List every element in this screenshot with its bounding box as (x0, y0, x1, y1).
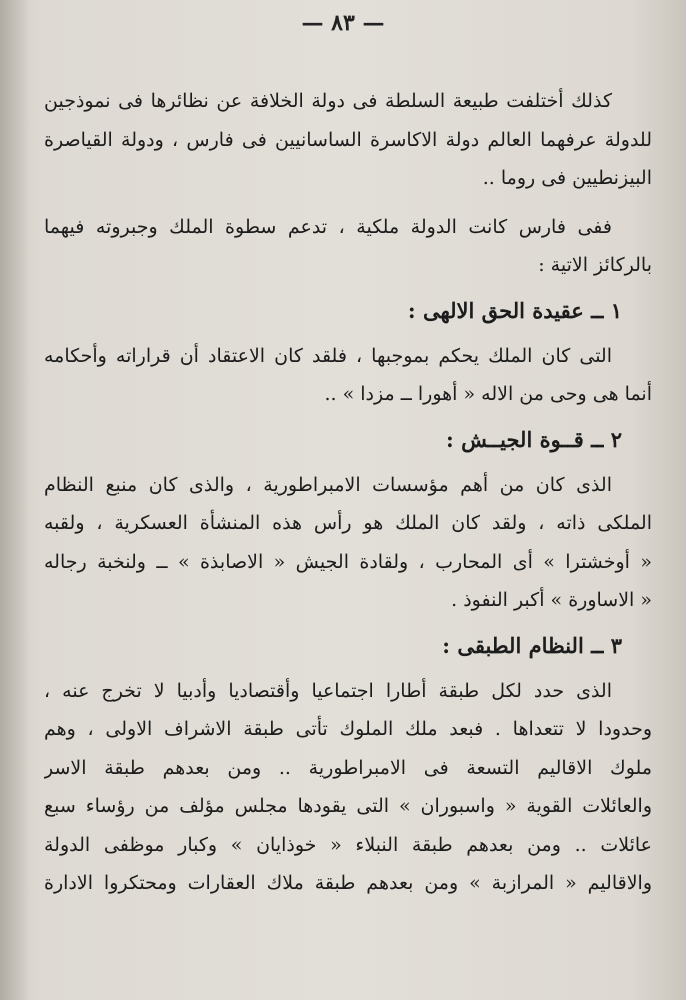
section-class-system (44, 620, 652, 903)
text-line: « أوخشترا » أى المحارب ، ولقادة الجيش « الاصابذة » ــ ولنخبة رجاله (44, 550, 652, 573)
text-line: عائلات .. ومن بعدهم طبقة النبلاء « خوذايان » وكبار موظفى الدولة (44, 833, 652, 856)
text-line: التى كان الملك يحكم بموجبها ، فلقد كان الاعتقاد أن قراراته وأحكامه (44, 344, 612, 367)
text-line: كذلك أختلفت طبيعة السلطة فى دولة الخلافة عن نظائرها فى نموذجين (44, 90, 612, 112)
text-line: « الاساورة » أكبر النفوذ . (451, 589, 652, 611)
section-army (44, 414, 652, 620)
text-line: البيزنطيين فى روما .. (482, 167, 652, 189)
text-line: بالركائز الاتية : (538, 254, 652, 276)
text-line: والعائلات القوية « واسبوران » التى يقودها مجلس مؤلف من رؤساء سبع (44, 795, 652, 817)
text-line: الملكى ذاته ، ولقد كان الملك هو رأس هذه المنشأة العسكرية ، ولقبه (44, 512, 652, 534)
section-heading: ٢ ــ قــوة الجيــش : (446, 426, 622, 452)
page-body (44, 82, 652, 903)
paragraph-1 (44, 82, 652, 198)
text-line: وحدودا لا تتعداها . فبعد ملك الملوك تأتى طبقة الاشراف الاولى ، وهم (44, 718, 652, 740)
text-line: للدولة عرفهما العالم دولة الاكاسرة الساسانيين فى فارس ، ودولة القياصرة (44, 128, 652, 151)
text-line: ففى فارس كانت الدولة ملكية ، تدعم سطوة الملك وجبروته فيهما (44, 215, 612, 238)
section-heading: ١ ــ عقيدة الحق الالهى : (407, 297, 622, 323)
text-line: أنما هى وحى من الاله « أهورا ــ مزدا » .. (324, 383, 652, 405)
text-line: والاقاليم « المرازبة » ومن بعدهم طبقة ملاك العقارات ومحتكروا الادارة (44, 872, 652, 894)
text-line: الذى كان من أهم مؤسسات الامبراطورية ، والذى كان منبع النظام (44, 473, 612, 496)
section-heading: ٣ ــ النظام الطبقى : (442, 632, 622, 658)
page-number: — ٨٣ — (301, 10, 385, 36)
text-line: الذى حدد لكل طبقة أطارا اجتماعيا وأقتصاديا وأدبيا لا تخرج عنه ، (44, 679, 612, 702)
page-binding-shadow (0, 0, 30, 1000)
paragraph-2 (44, 208, 652, 285)
text-line: ملوك الاقاليم التسعة فى الامبراطورية .. ومن بعدهم طبقة الاسر (44, 756, 652, 779)
section-divine-right (44, 285, 652, 414)
